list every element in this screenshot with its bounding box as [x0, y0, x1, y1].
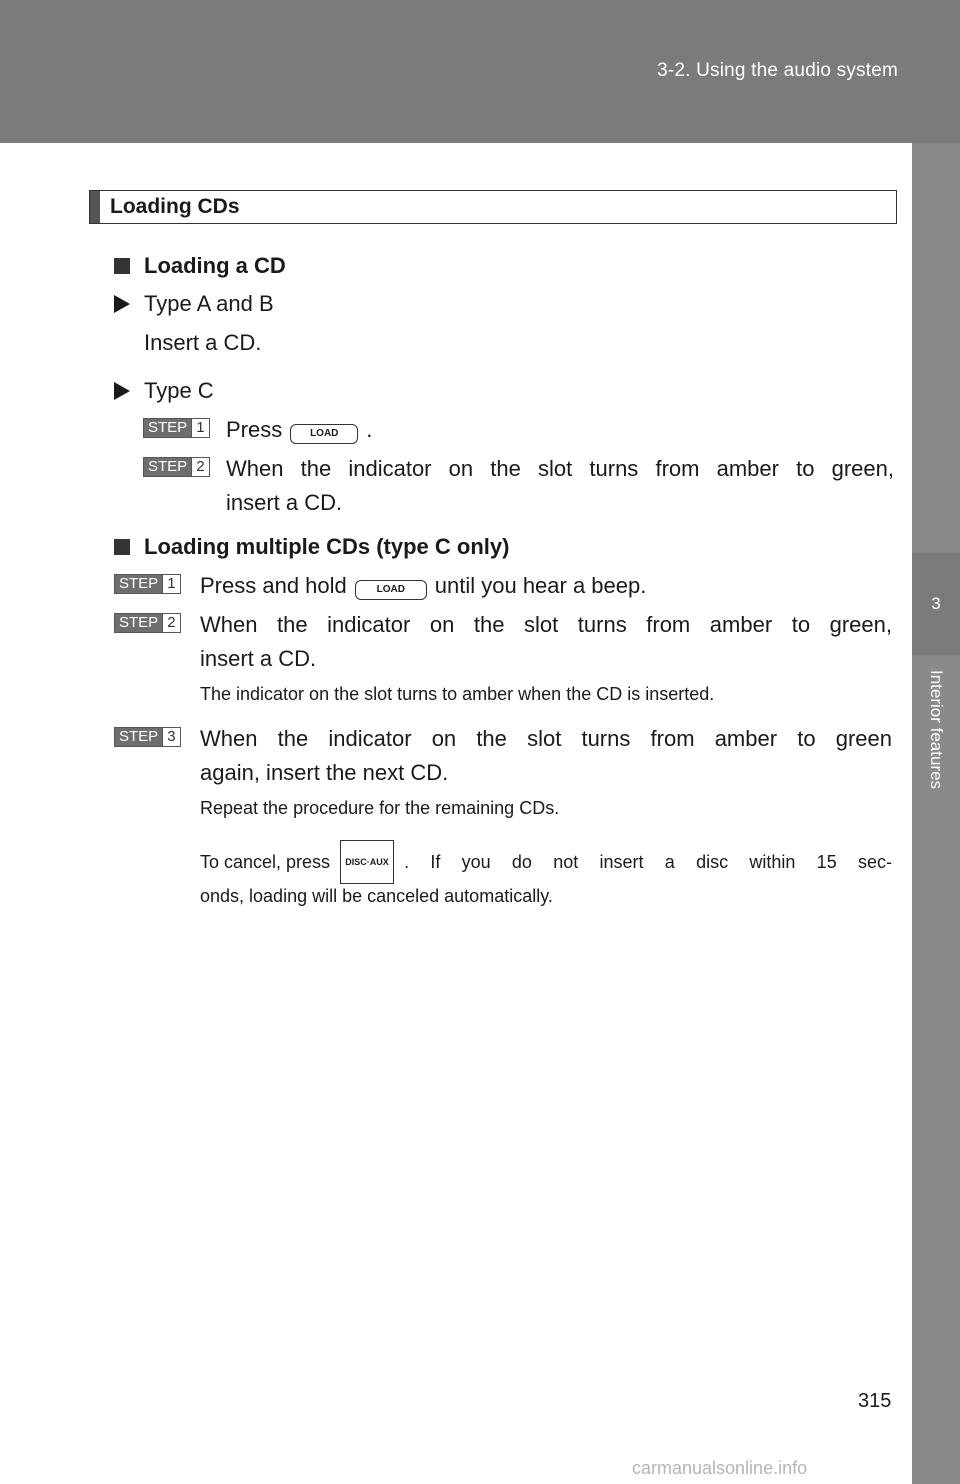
type-c-label: Type C: [114, 378, 214, 404]
step-badge-1: STEP 1: [114, 574, 181, 594]
load-button-icon: LOAD: [355, 580, 427, 600]
chapter-number: 3: [931, 594, 941, 613]
section-header: [89, 190, 897, 224]
triangle-bullet-icon: [114, 295, 130, 313]
multi-step1: Press and hold LOAD until you hear a beep.: [200, 573, 647, 598]
triangle-bullet-icon: [114, 382, 130, 400]
chapter-tab: [912, 553, 960, 655]
step-badge-1: STEP 1: [143, 418, 210, 438]
step-badge-3: STEP 3: [114, 727, 181, 747]
multi-step3-line1: When the indicator on the slot turns from amber to green: [200, 726, 892, 751]
page-number: 315: [858, 1390, 892, 1412]
type-ab-instruction: Insert a CD.: [144, 330, 262, 355]
type-c-step1: Press LOAD .: [226, 417, 373, 442]
chapter-title: 3-2. Using the audio system: [657, 60, 898, 81]
disc-aux-button-icon: DISC·AUX: [340, 840, 394, 884]
side-rule-top: [912, 143, 960, 553]
chapter-label: Interior features: [927, 670, 946, 790]
type-ab-label: Type A and B: [114, 291, 274, 317]
watermark: carmanualsonline.info: [632, 1458, 808, 1478]
multi-note-repeat: Repeat the procedure for the remaining CDs.: [200, 798, 560, 818]
type-c-step2-line1: When the indicator on the slot turns from amber to green,: [226, 456, 894, 481]
multi-step2-line2: insert a CD.: [200, 646, 317, 671]
step-badge-2: STEP 2: [114, 613, 181, 633]
multi-step3-line2: again, insert the next CD.: [200, 760, 449, 785]
multi-note-cancel-line2: onds, loading will be canceled automatically.: [200, 886, 553, 906]
subheading-loading-cd: Loading a CD: [114, 253, 286, 279]
step-badge-2: STEP 2: [143, 457, 210, 477]
multi-step2-note: The indicator on the slot turns to amber when the CD is inserted.: [200, 684, 715, 704]
page-header: [0, 0, 960, 143]
load-button-icon: LOAD: [290, 424, 358, 444]
square-bullet-icon: [114, 539, 130, 555]
multi-step2-line1: When the indicator on the slot turns from amber to green,: [200, 612, 892, 637]
section-title: Loading CDs: [110, 195, 240, 218]
multi-note-cancel-line1: To cancel, press DISC·AUX . If you do not insert a disc within 15 sec-: [200, 840, 892, 884]
square-bullet-icon: [114, 258, 130, 274]
subheading-loading-multiple: Loading multiple CDs (type C only): [114, 534, 509, 560]
type-c-step2-line2: insert a CD.: [226, 490, 343, 515]
